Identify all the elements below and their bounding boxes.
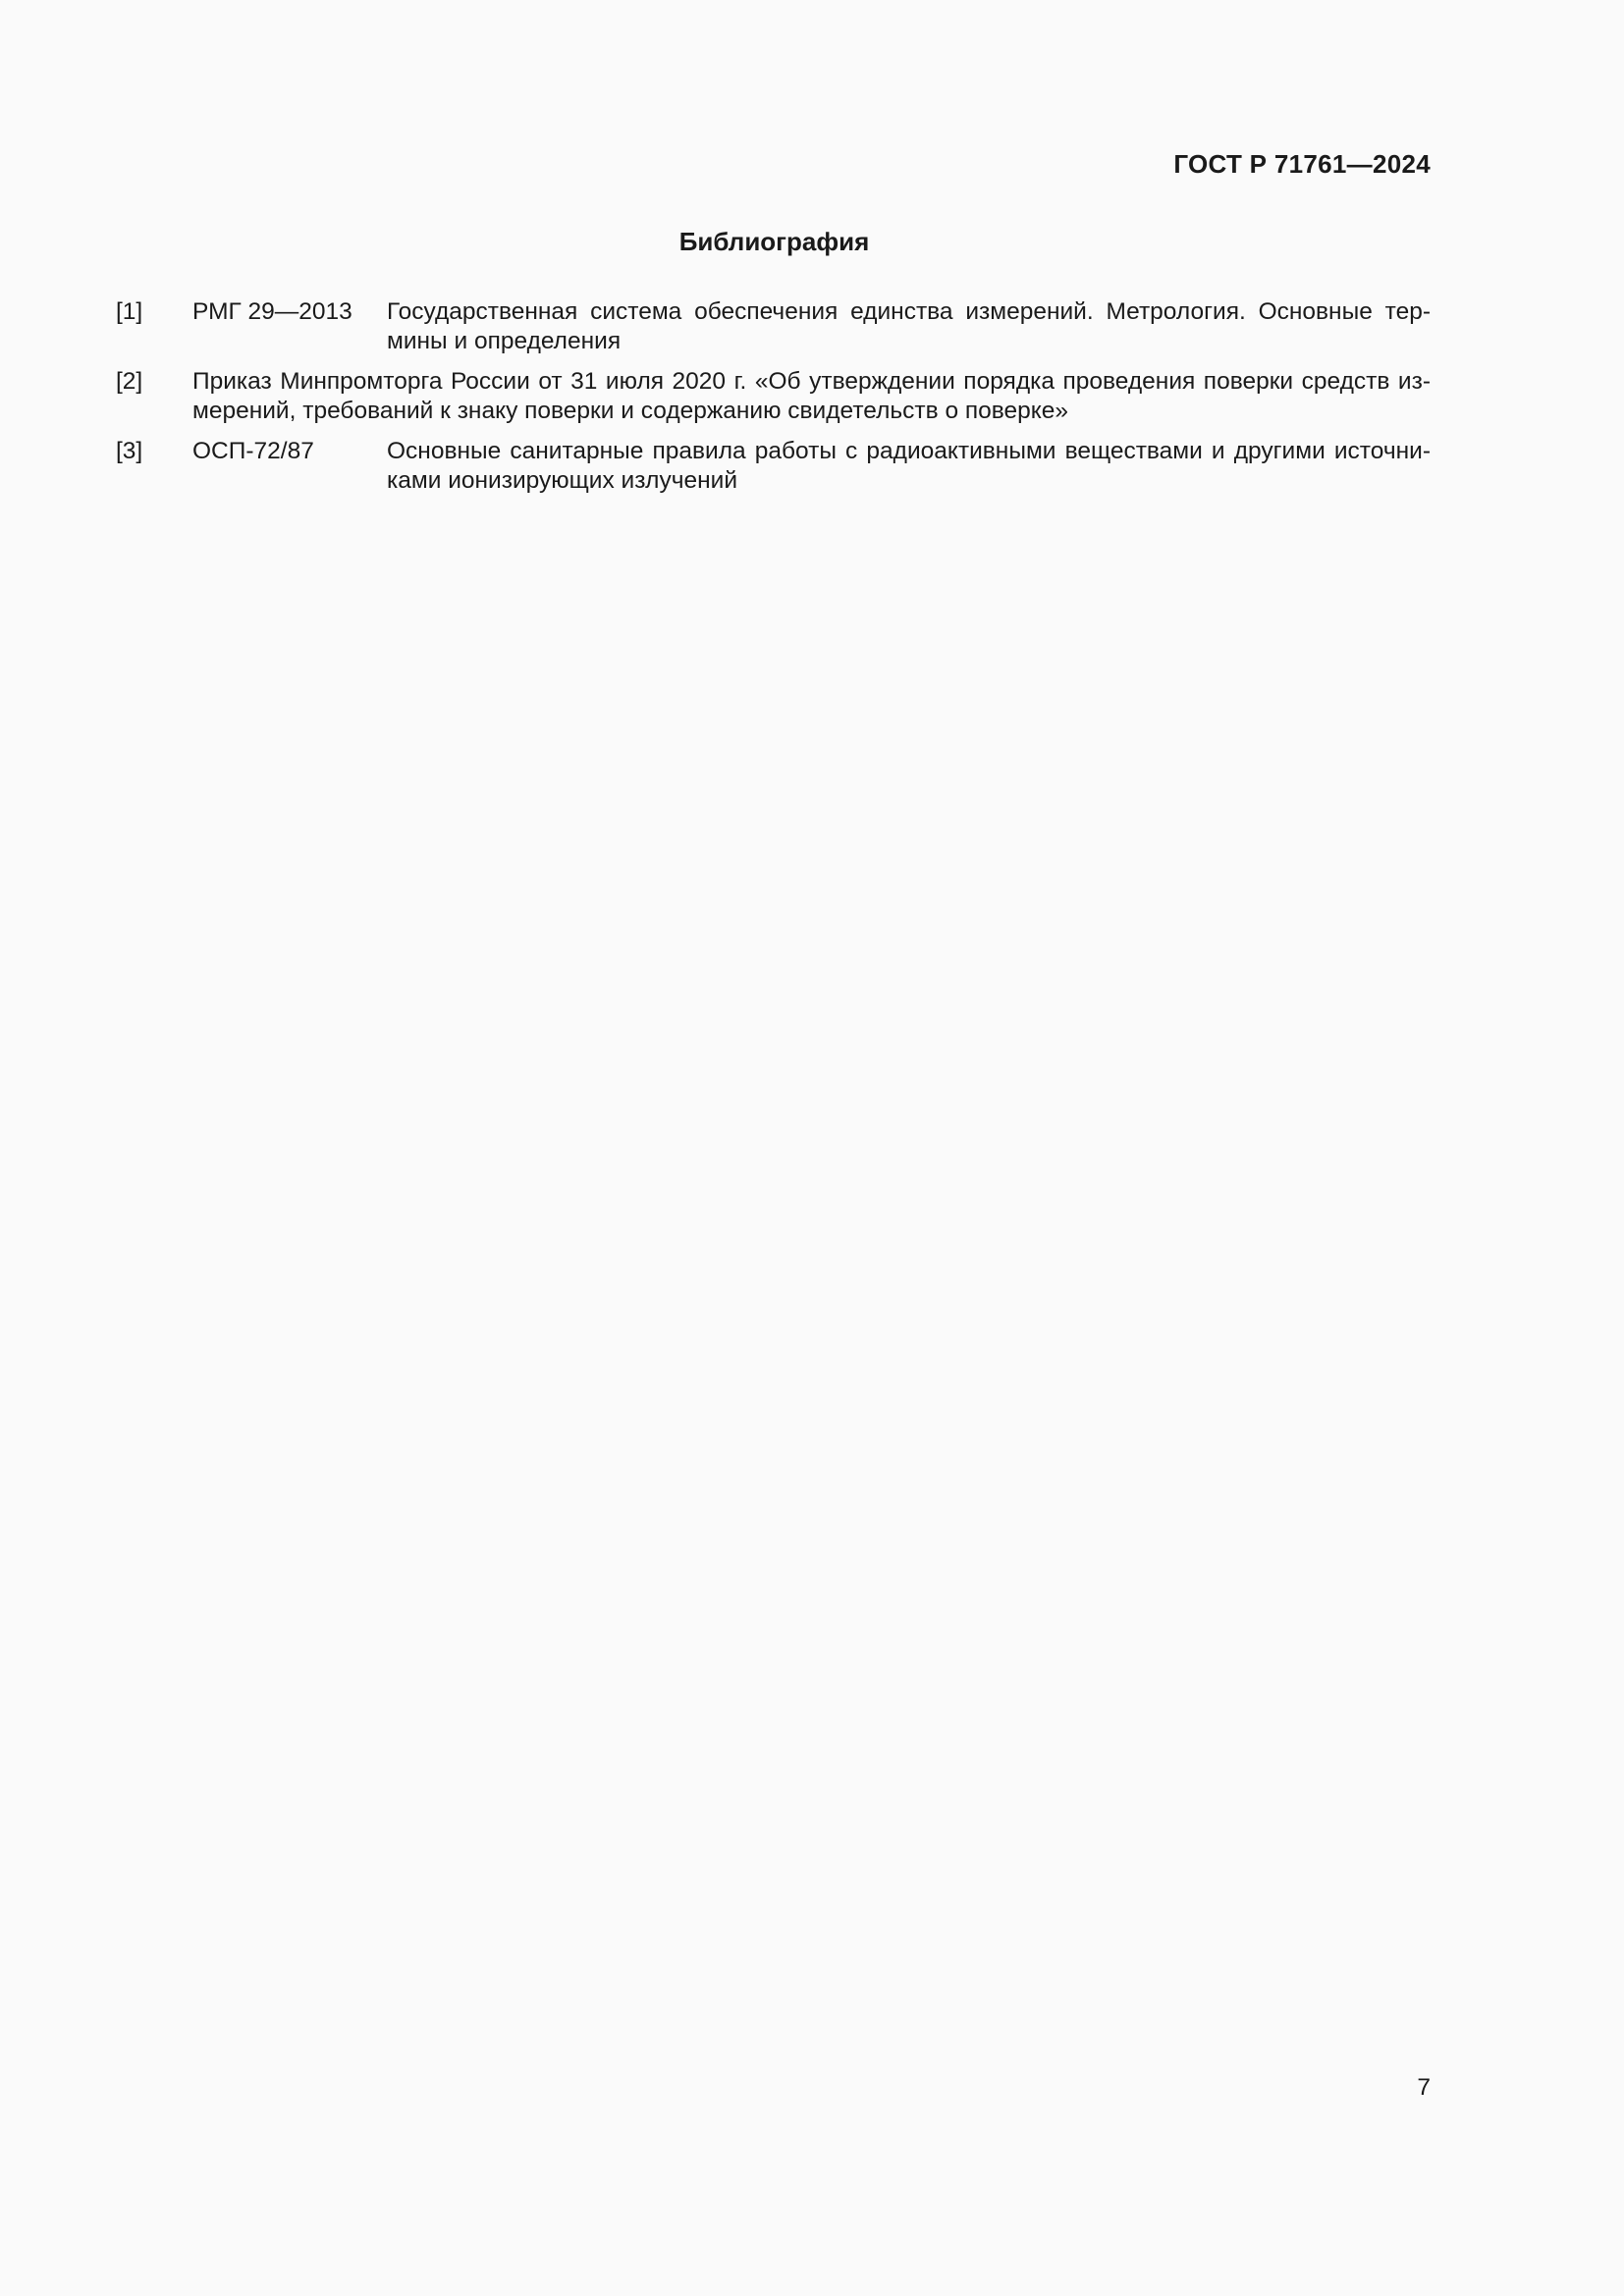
document-header-code: ГОСТ Р 71761—2024 xyxy=(1173,149,1431,179)
bibliography-entry xyxy=(116,437,1431,496)
bibliography-entry-number: [3] xyxy=(116,438,143,464)
bibliography-entry-code: ОСП-72/87 xyxy=(192,438,314,464)
bibliography-entry-text: Основные санитарные правила работы с радиоактивными веществами и другими источниками ионизирующих излучений xyxy=(387,438,1431,494)
bibliography-entry-text: Государственная система обеспечения единства измерений. Метрология. Основные термины и определения xyxy=(387,298,1431,354)
bibliography-list xyxy=(116,297,1431,507)
bibliography-entry-number: [2] xyxy=(116,368,143,395)
bibliography-entry-text: Приказ Минпромторга России от 31 июля 2020 г. «Об утверждении порядка проведения поверки средств измерений, требований к знаку поверки и содержанию свидетельств о поверке» xyxy=(192,368,1431,424)
bibliography-entry-number: [1] xyxy=(116,298,143,325)
bibliography-entry xyxy=(116,367,1431,426)
bibliography-entry xyxy=(116,297,1431,356)
section-title: Библиография xyxy=(678,227,870,256)
page-number: 7 xyxy=(1417,2074,1431,2101)
bibliography-entry-code: РМГ 29—2013 xyxy=(192,298,352,325)
